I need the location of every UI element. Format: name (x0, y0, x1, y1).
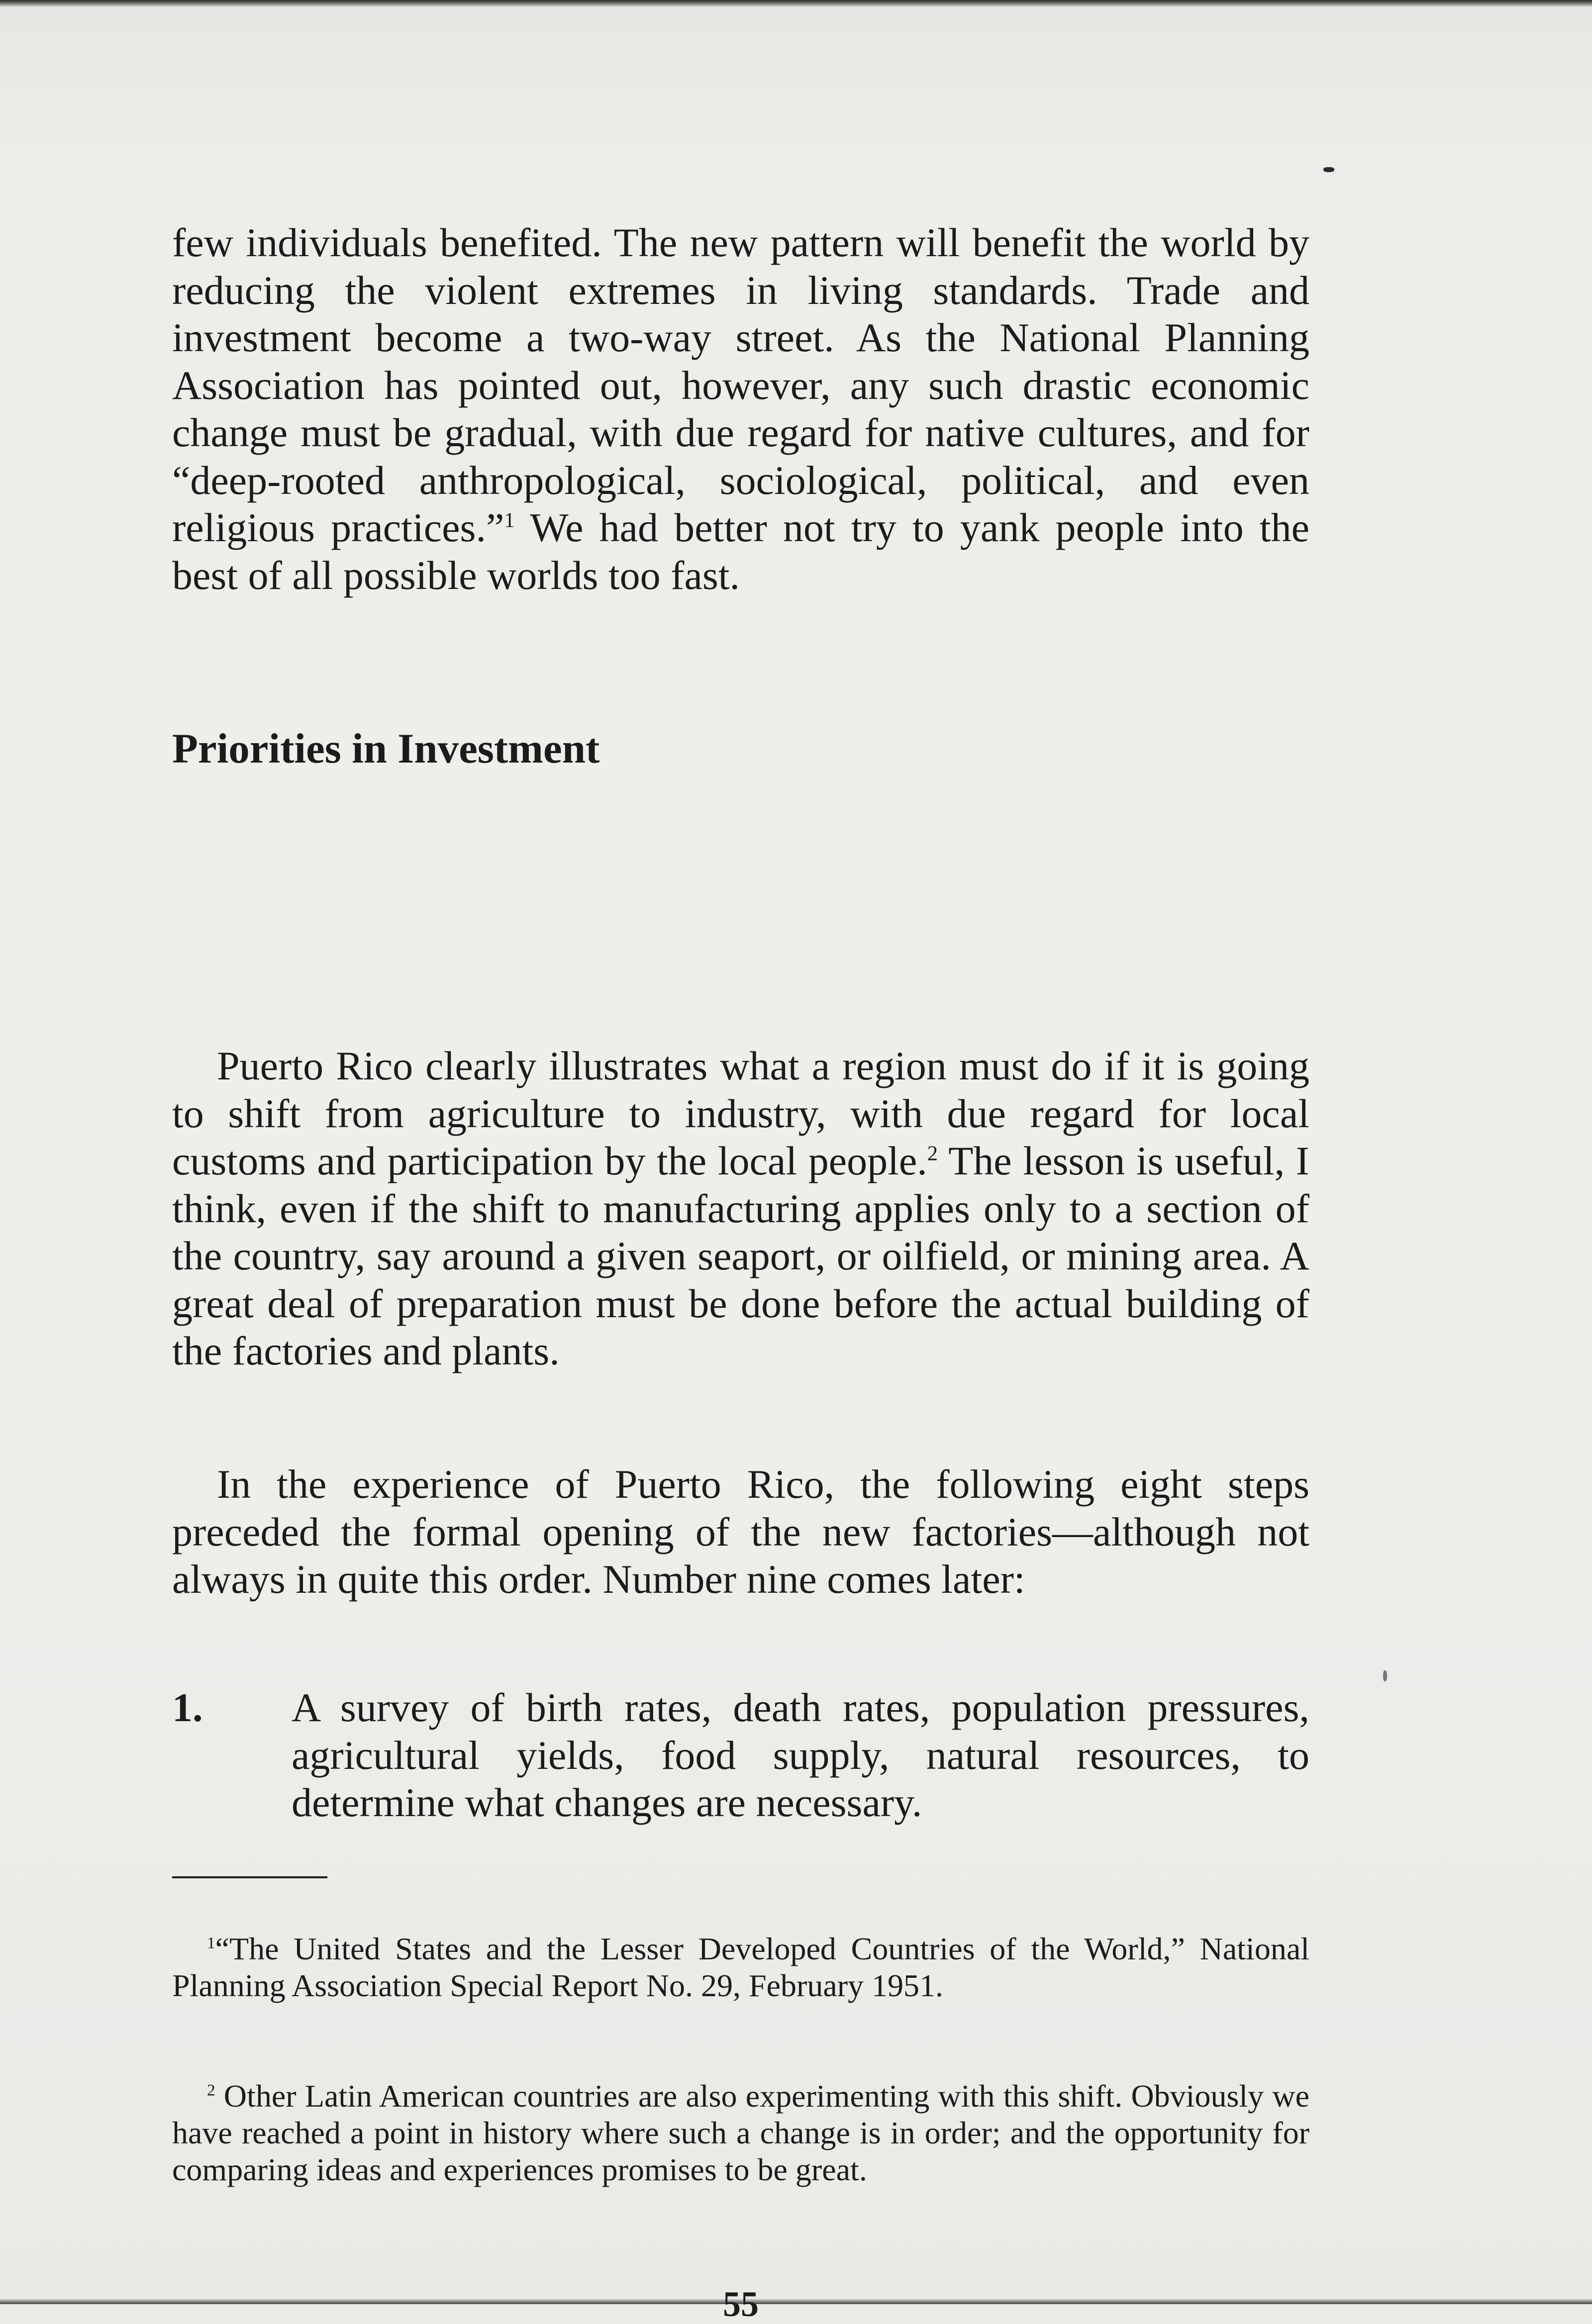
footnote-1-paragraph (172, 1931, 1309, 2004)
footnote-2-text: Other Latin American countries are also experimenting with this shift. Obviously we have reached a point in history where such a change is in order; and the opportunity for comparing ideas and experiences promises to be great. (172, 2078, 1310, 2187)
footnote-1 (172, 1931, 1309, 2004)
section-heading: Priorities in Investment (172, 725, 600, 772)
body-paragraph-1 (172, 219, 1309, 599)
footnote-2 (172, 2078, 1309, 2188)
footnote-separator (172, 1876, 327, 1878)
body-paragraph-3: In the experience of Puerto Rico, the following eight steps preceded the formal opening of the new factories—although not always in quite this order. Number nine comes later: (172, 1461, 1309, 1602)
footnote-ref-1: 1 (504, 508, 515, 532)
list-item-text: A survey of birth rates, death rates, population pressures, agricultural yields, food supply, natural resources, to determine what changes are necessary. (292, 1685, 1309, 1825)
ink-speck (1383, 1670, 1387, 1681)
page-number: 55 (723, 2284, 759, 2324)
numbered-list-item (172, 1684, 1309, 1827)
ink-speck (1323, 167, 1334, 172)
page-content (172, 219, 1310, 2324)
paragraph-2-text-b: The lesson is useful, I think, even if the shift to manufacturing applies only to a section of the country, say around a given seaport, or oilfield, or mining area. A great deal of preparation must be done before the actual building of the factories and plants. (172, 1138, 1309, 1373)
paragraph-1-text-b: We had better not try to yank people into the best of all possible worlds too fast. (172, 505, 1309, 598)
footnote-1-text: “The United States and the Lesser Developed Countries of the World,” National Planning Association Special Report No. 29, February 1951. (172, 1931, 1309, 2003)
page-top-edge-shadow (0, 0, 1592, 7)
footnote-2-paragraph (172, 2078, 1309, 2188)
list-item-number: 1. (172, 1685, 203, 1730)
footnote-ref-2: 2 (927, 1142, 938, 1165)
paragraph-2-text-a: Puerto Rico clearly illustrates what a region must do if it is going to shift from agriculture to industry, with due regard for local customs and participation by the local people. (172, 1043, 1309, 1183)
body-paragraph-2-block (172, 1042, 1309, 1375)
footnote-2-marker: 2 (207, 2081, 215, 2100)
paragraph-1-text-a: few individuals benefited. The new pattern will benefit the world by reducing the violent extremes in living standards. Trade and investment become a two-way street. As the National Planning Association has pointed out, however, any such drastic economic change must be gradual, with due regard for native cultures, and for “deep-rooted anthropological, sociological, political, and even religious practices.” (172, 220, 1309, 550)
body-paragraph-3-block (172, 1460, 1309, 1603)
body-paragraph-2 (172, 1042, 1309, 1375)
footnote-1-marker: 1 (207, 1934, 215, 1952)
